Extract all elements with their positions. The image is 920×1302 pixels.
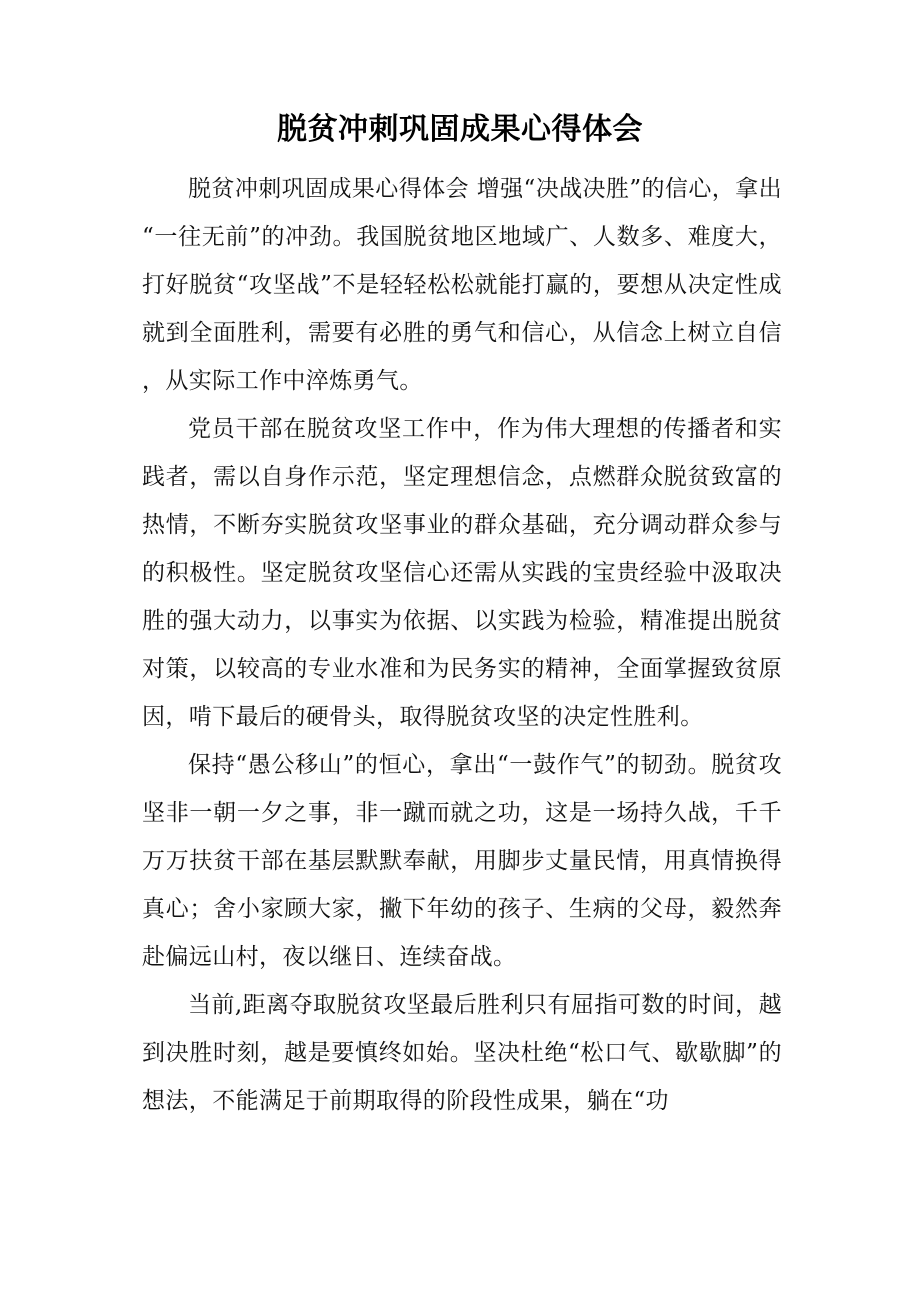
paragraph-4: 当前,距离夺取脱贫攻坚最后胜利只有屈指可数的时间，越到决胜时刻，越是要慎终如始。坚决杜绝“松口气、歇歇脚”的想法，不能满足于前期取得的阶段性成果，躺在“功 (142, 992, 782, 1114)
paragraph-3: 保持“愚公移山”的恒心，拿出“一鼓作气”的韧劲。脱贫攻坚非一朝一夕之事，非一蹴而就之功，这是一场持久战，千千万万扶贫干部在基层默默奉献，用脚步丈量民情，用真情换得真心；舍小家顾大家，撇下年幼的孩子、生病的父母，毅然奔赴偏远山村，夜以继日、连续奋战。 (142, 752, 782, 970)
paragraph-2: 党员干部在脱贫攻坚工作中，作为伟大理想的传播者和实践者，需以自身作示范，坚定理想信念，点燃群众脱贫致富的热情，不断夯实脱贫攻坚事业的群众基础，充分调动群众参与的积极性。坚定脱贫攻坚信心还需从实践的宝贵经验中汲取决胜的强大动力，以事实为依据、以实践为检验，精准提出脱贫对策，以较高的专业水准和为民务实的精神，全面掌握致贫原因，啃下最后的硬骨头，取得脱贫攻坚的决定性胜利。 (142, 416, 782, 730)
paragraph-1: 脱贫冲刺巩固成果心得体会 增强“决战决胜”的信心，拿出“一往无前”的冲劲。我国脱贫地区地域广、人数多、难度大，打好脱贫“攻坚战”不是轻轻松松就能打赢的，要想从决定性成就到全面胜利，需要有必胜的勇气和信心，从信念上树立自信，从实际工作中淬炼勇气。 (142, 176, 782, 394)
document-body (142, 165, 782, 1125)
document-title: 脱贫冲刺巩固成果心得体会 (277, 112, 643, 147)
